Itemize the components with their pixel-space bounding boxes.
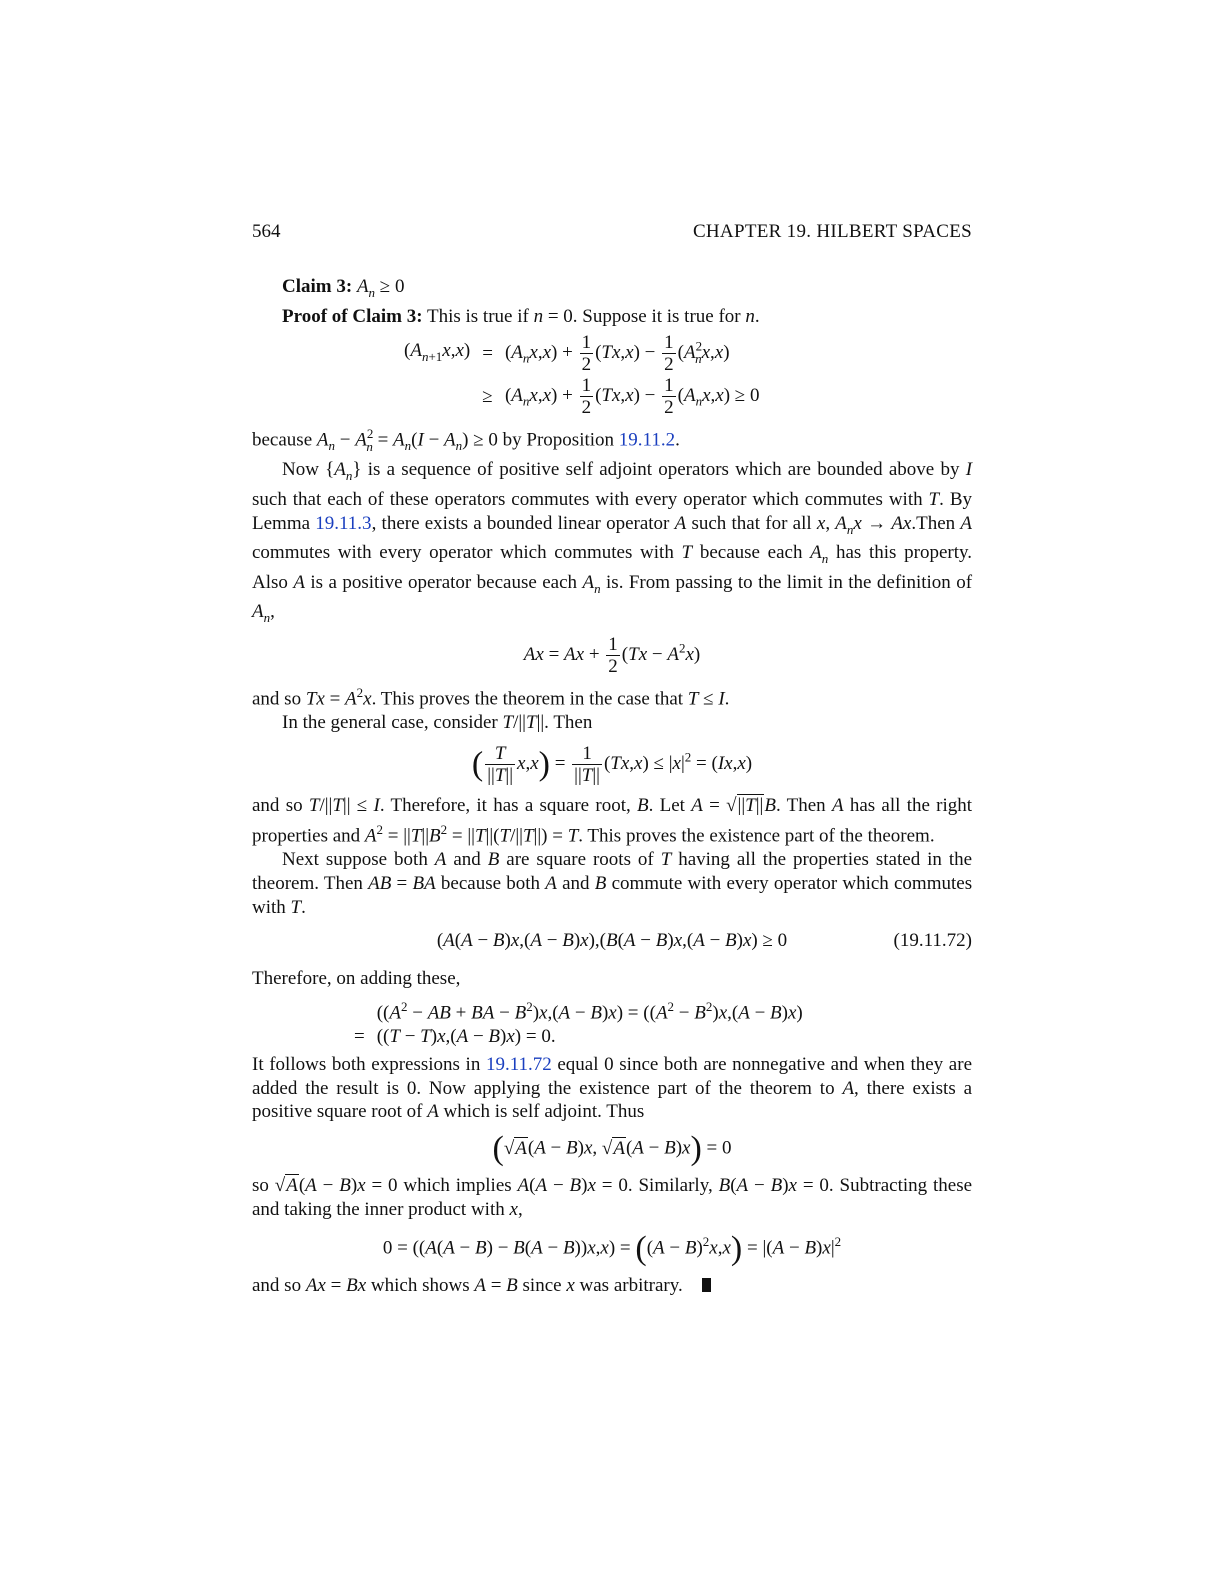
page-number: 564 xyxy=(252,221,281,242)
equation-normalized: ( $\frac{T}{||T||}$ x,x) = $\frac{1}{||T||}$ $(Tx,x) \le |x|^2 = (Ix,x)$ xyxy=(471,743,753,786)
proof-label: Proof of Claim 3: xyxy=(282,305,423,327)
because-line: because $A_n - A^2_n = A_n(I - A_n) \ge 0$ by Proposition 19.11.2. xyxy=(252,426,680,454)
equation-19-11-72: (A(A − B)x,(A − B)x),(B(A − B)x,(A − B)x) ≥ 0 (19.11.72) xyxy=(436,930,972,952)
paragraph-so: so √A(A − B)x = 0 which implies A(A − B)x = 0. Similarly, B(A − B)x = 0. Subtracting these and taking the inner product with x, xyxy=(252,1175,973,1221)
paragraph-follows: It follows both expressions in 19.11.72 equal 0 since both are nonnegative and when they are added the result is 0. Now applying the existence part of the theorem to A, there exists a positive square root of A which is self adjoint. Thus xyxy=(252,1053,973,1123)
equation-link[interactable]: 19.11.72 xyxy=(485,1053,552,1075)
and-so-line: and so $Tx = A^2x$. This proves the theorem in the case that T ≤ I. xyxy=(252,685,730,710)
paragraph-square-root: and so T/||T|| ≤ I. Therefore, it has a square root, B. Let A = √||T||B. Then A has all the right properties and $A^2 = ||T||B^2 = ||T||(T/||T||) = T$. This proves the existence part of the theorem. xyxy=(252,795,973,847)
page-body xyxy=(252,275,972,1298)
lemma-link[interactable]: 19.11.3 xyxy=(315,512,372,534)
conclusion-line: and so Ax = Bx which shows A = B since x was arbitrary. xyxy=(252,1274,972,1298)
chapter-title: CHAPTER 19. HILBERT SPACES xyxy=(692,221,972,242)
general-case-line: In the general case, consider T/||T||. Then xyxy=(282,712,593,734)
claim-3: Claim 3: $A_n \ge 0$ xyxy=(282,276,405,300)
equation-sum: (($A^2$ − AB + BA − $B^2)x,(A - B)x) = ((A^2 - B^2)x,(A - B)x)$ = ((T − T)x,(A − B)x) = 0. xyxy=(354,998,803,1048)
therefore-adding-line: Therefore, on adding these, xyxy=(252,968,461,990)
paragraph-now: Now $\{A_n\}$ is a sequence of positive self adjoint operators which are bounded above by I such that each of these operators commutes with every operator which commutes with T. By Lemma 19.11.3, there exists a bounded linear operator A such that for all x, $A_nx$ → Ax.Then A commutes with every operator which commutes with T because each $A_n$ has this property. Also A is a positive operator because each $A_n$ is. From passing to the limit in the definition of $A_n$, xyxy=(252,459,973,626)
equation-number: (19.11.72) xyxy=(893,930,972,952)
proof-claim-3: Proof of Claim 3: This is true if n = 0. Suppose it is true for n. xyxy=(282,305,760,327)
proposition-link[interactable]: 19.11.2 xyxy=(618,429,676,451)
paragraph-uniqueness: Next suppose both A and B are square roots of T having all the properties stated in the theorem. Then AB = BA because both A and B commute with every operator which commutes with T. xyxy=(252,848,973,918)
qed-mark xyxy=(702,1278,711,1292)
claim-label: Claim 3: xyxy=(282,276,353,297)
equation-sqrt-inner: (√A(A − B)x, √A(A − B)x) = 0 xyxy=(492,1130,732,1168)
equation-claim-3: $(A_{n+1}x,x)$ = $(A_nx,x)$ + $\frac{1}{2}$ (Tx,x) − $\frac{1}{2}$ $(A^2_nx,x)$ ≥ $(A_nx,x)$ + $\frac{1}{2}$ (Tx,x) − $\frac{1}{2}$ $(A_nx,x) \ge 0$ xyxy=(404,332,760,419)
page xyxy=(252,0,972,1584)
equation-final: $0 = ((A(A - B) - B(A - B))x,x) = ((A - B)^2x,x) = |(A - B)x|^2$ xyxy=(382,1229,842,1267)
equation-limit: Ax = Ax + $\frac{1}{2}$ $(Tx - A^2x)$ xyxy=(523,634,701,678)
